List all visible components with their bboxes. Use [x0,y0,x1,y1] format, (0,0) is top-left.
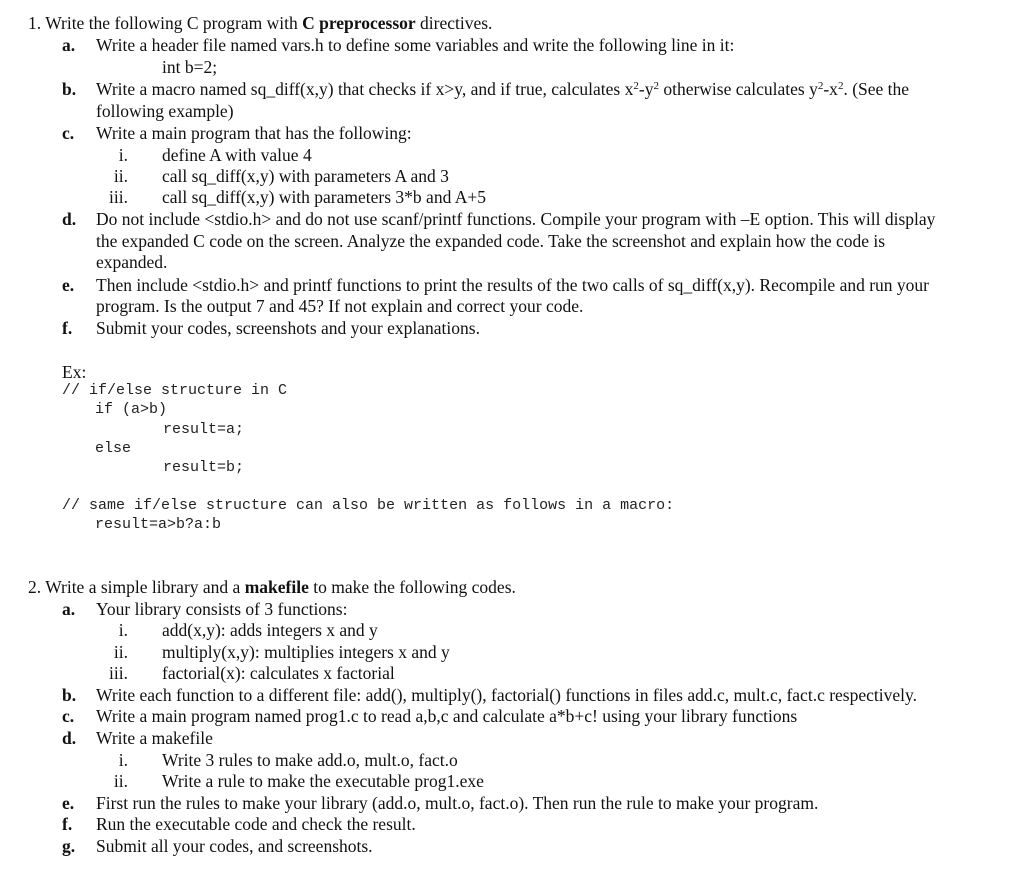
q1-d-line3: expanded. [96,252,168,272]
code-comment-1: // if/else structure in C [62,382,288,399]
code-comment-2: // same if/else structure can also be written as follows in a macro: [62,497,675,514]
q1-c-ii-text: call sq_diff(x,y) with parameters A and 3 [162,166,449,186]
q1-b-label: b. [62,79,77,99]
q1-c-iii-label: iii. [109,187,128,207]
q2-d-ii-label: ii. [113,771,128,791]
q1-b-text: Write a macro named sq_diff(x,y) that checks if x>y, and if true, calculates $x^2-y^2$ otherwise calculates $y^2-x^2$. (See the [96,79,910,99]
q2-a-i-label: i. [118,620,128,640]
q2-c-text: Write a main program named prog1.c to read a,b,c and calculate a*b+c! using your library functions [96,706,798,726]
q1-e-line2: program. Is the output 7 and 45? If not explain and correct your code. [96,296,584,316]
q2-b-label: b. [62,685,77,705]
q1-a-text: Write a header file named vars.h to define some variables and write the following line in it: [96,35,735,55]
q2-a-text: Your library consists of 3 functions: [96,599,348,619]
q2-d-label: d. [62,728,77,748]
q1-c-ii-label: ii. [113,166,128,186]
q1-a-label: a. [62,35,76,55]
q1-d-label: d. [62,209,77,229]
q2-a-ii-label: ii. [113,642,128,662]
q2-a-iii-text: factorial(x): calculates x factorial [162,663,395,683]
q1-d-line1: Do not include <stdio.h> and do not use scanf/printf functions. Compile your program with –E option. This will display [96,209,936,229]
q2-b-text: Write each function to a different file: add(), multiply(), factorial() functions in files add.c, mult.c, fact.c respectively. [96,685,917,705]
example-label: Ex: [62,362,87,382]
q1-f-label: f. [62,318,73,338]
q2-c-label: c. [62,706,75,726]
code-result-b: result=b; [163,459,245,476]
q2-a-label: a. [62,599,76,619]
code-else: else [95,440,132,457]
q1-c-i-label: i. [118,145,128,165]
q2-d-i-label: i. [118,750,128,770]
q2-a-iii-label: iii. [109,663,128,683]
q2-heading: 2. Write a simple library and a makefile to make the following codes. [28,577,516,597]
code-macro: result=a>b?a:b [95,516,222,533]
q1-a-code: int b=2; [162,57,218,77]
q1-b-text-cont: following example) [96,101,234,121]
q2-f-text: Run the executable code and check the result. [96,814,416,834]
q1-c-label: c. [62,123,75,143]
q1-heading: 1. Write the following C program with C preprocessor directives. [28,13,493,33]
q2-g-label: g. [62,836,76,856]
q1-d-line2: the expanded C code on the screen. Analyze the expanded code. Take the screenshot and explain how the code is [96,231,886,251]
q1-e-label: e. [62,275,75,295]
q1-c-text: Write a main program that has the following: [96,123,412,143]
q1-c-iii-text: call sq_diff(x,y) with parameters 3*b and A+5 [162,187,486,207]
q2-d-text: Write a makefile [96,728,213,748]
q2-a-i-text: add(x,y): adds integers x and y [162,620,378,640]
q1-c-i-text: define A with value 4 [162,145,312,165]
q2-d-i-text: Write 3 rules to make add.o, mult.o, fact.o [162,750,458,770]
q2-f-label: f. [62,814,73,834]
q2-g-text: Submit all your codes, and screenshots. [96,836,373,856]
q2-d-ii-text: Write a rule to make the executable prog1.exe [162,771,484,791]
q2-a-ii-text: multiply(x,y): multiplies integers x and y [162,642,450,662]
q2-e-label: e. [62,793,75,813]
code-if: if (a>b) [95,401,168,418]
code-result-a: result=a; [163,421,245,438]
q2-e-text: First run the rules to make your library (add.o, mult.o, fact.o). Then run the rule to make your program. [96,793,819,813]
q1-f-text: Submit your codes, screenshots and your explanations. [96,318,480,338]
q1-e-line1: Then include <stdio.h> and printf functions to print the results of the two calls of sq_diff(x,y). Recompile and run your [96,275,930,295]
